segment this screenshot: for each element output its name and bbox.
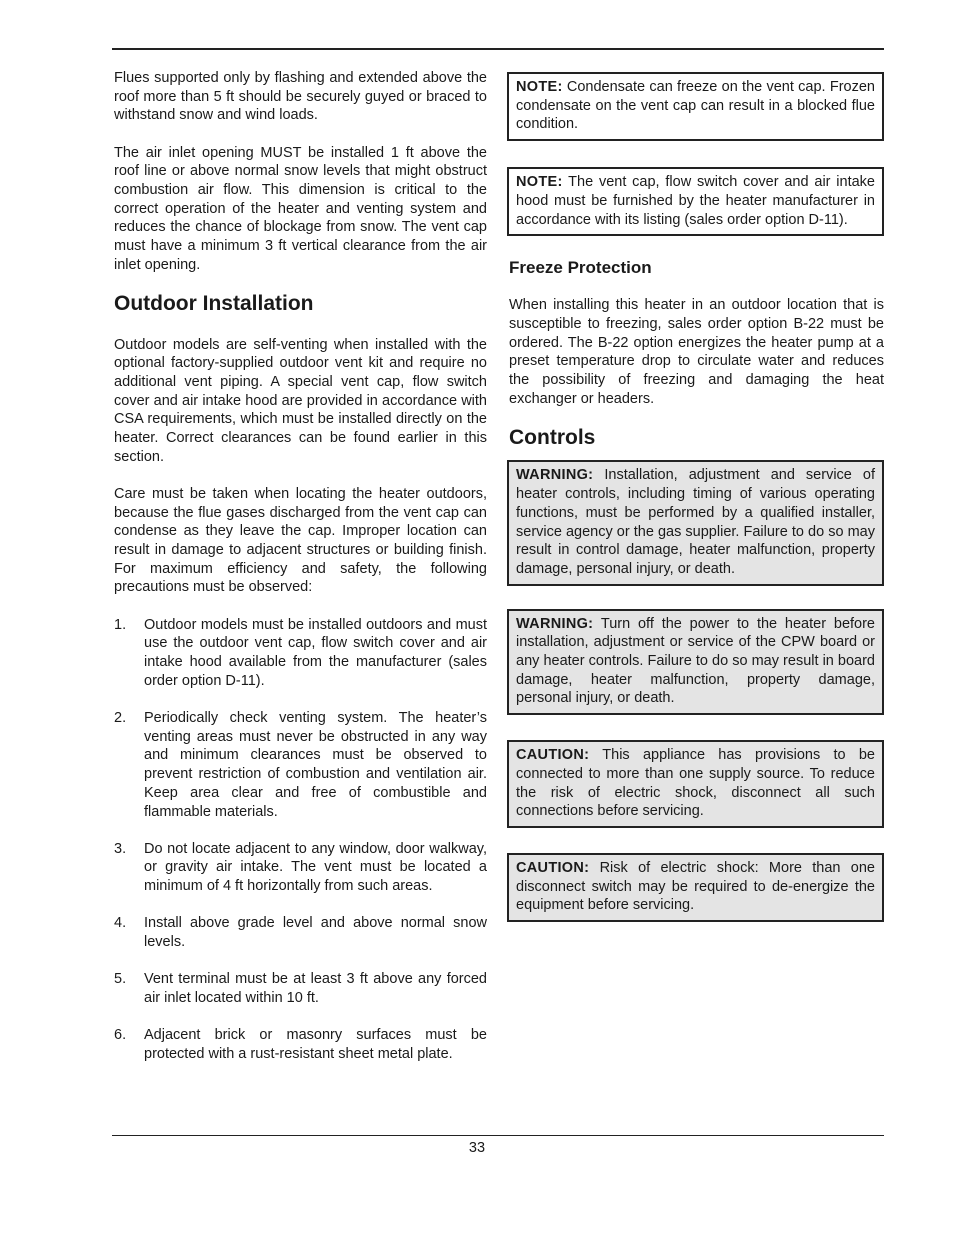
care-paragraph: Care must be taken when locating the heater outdoors, because the flue gases discharged from the vent cap can condense as they leave the cap. Improper location can result in damage to adjacent structures or building finish. For maximum efficiency and safety, the following precautions must be observed: — [114, 485, 487, 596]
flue-support-paragraph: Flues supported only by flashing and extended above the roof more than 5 ft should be securely guyed or braced to withstand snow and wind loads. — [114, 70, 487, 124]
warning-label: WARNING: — [516, 467, 594, 484]
caution-label: CAUTION: — [516, 747, 590, 764]
note-label: NOTE: — [516, 174, 563, 191]
left-column — [114, 69, 487, 1082]
footer-rule — [112, 1135, 884, 1136]
list-item: 6. Adjacent brick or masonry surfaces must be protected with a rust-resistant sheet metal plate. — [114, 1027, 487, 1062]
warning-power-box: WARNING: Turn off the power to the heater before installation, adjustment or service of the CPW board or any heater controls. Failure to do so may result in board damage, heater malfunction, property damage, personal injury, or death. — [507, 609, 884, 716]
note-label: NOTE: — [516, 79, 563, 95]
controls-heading: Controls — [509, 426, 596, 450]
list-item: 3. Do not locate adjacent to any window, door walkway, or gravity air intake. The vent must be located a minimum of 4 ft horizontally from such areas. — [114, 840, 487, 895]
list-item: 5. Vent terminal must be at least 3 ft above any forced air inlet located within 10 ft. — [114, 971, 487, 1006]
header-rule — [112, 48, 884, 50]
air-inlet-paragraph: The air inlet opening MUST be installed 1 ft above the roof line or above normal snow levels that might obstruct combustion air flow. This dimension is critical to the correct operation of the heater and venting system and reduces the chance of blockage from snow. The vent cap must have a minimum 3 ft vertical clearance from the air inlet opening. — [114, 144, 487, 273]
list-item: 1. Outdoor models must be installed outdoors and must use the outdoor vent cap, flow switch cover and air intake hood available from the manufacturer (sales order option D-11). — [114, 616, 487, 689]
caution-supply-box: CAUTION: This appliance has provisions to be connected to more than one supply source. To reduce the risk of electric shock, disconnect all such connections before servicing. — [507, 740, 884, 828]
caution-shock-box: CAUTION: Risk of electric shock: More than one disconnect switch may be required to de-energize the equipment before servicing. — [507, 853, 884, 922]
page-number: 33 — [468, 1140, 486, 1156]
outdoor-installation-heading: Outdoor Installation — [114, 291, 314, 315]
list-item: 4. Install above grade level and above normal snow levels. — [114, 915, 487, 951]
note-vent-cap-box: NOTE: The vent cap, flow switch cover and air intake hood must be furnished by the heater manufacturer in accordance with its listing (sales order option D-11). — [507, 167, 884, 236]
caution-label: CAUTION: — [516, 859, 590, 876]
warning-label: WARNING: — [516, 615, 594, 632]
note-condensate-box: NOTE: Condensate can freeze on the vent cap. Frozen condensate on the vent cap can result in a blocked flue condition. — [507, 72, 884, 141]
warning-controls-box: WARNING: Installation, adjustment and service of heater controls, including timing of various operating functions, must be performed by a qualified installer, service agency or the gas supplier. Failure to do so may result in control damage, heater malfunction, property damage, personal injury, or death. — [507, 460, 884, 585]
freeze-protection-heading: Freeze Protection — [509, 258, 652, 278]
outdoor-models-paragraph: Outdoor models are self-venting when installed with the optional factory-supplied outdoor vent kit and require no additional vent piping. A special vent cap, flow switch cover and air intake hood are provided in accordance with CSA requirements, which must be installed directly on the heater. Correct clearances can be found earlier in this section. — [114, 336, 487, 465]
list-item: 2. Periodically check venting system. The heater’s venting areas must never be obstructed in any way and minimum clearances must be observed to prevent restriction of combustion and ventilation air. Keep area clear and free of combustible and flammable materials. — [114, 709, 487, 820]
freeze-protection-paragraph: When installing this heater in an outdoor location that is susceptible to freezing, sales order option B-22 must be ordered. The B-22 option energizes the heater pump at a preset temperature drop to circulate water and reduces the possibility of freezing and damaging the heat exchanger or headers. — [509, 297, 884, 407]
right-column — [507, 72, 884, 922]
precautions-list — [114, 616, 487, 1064]
